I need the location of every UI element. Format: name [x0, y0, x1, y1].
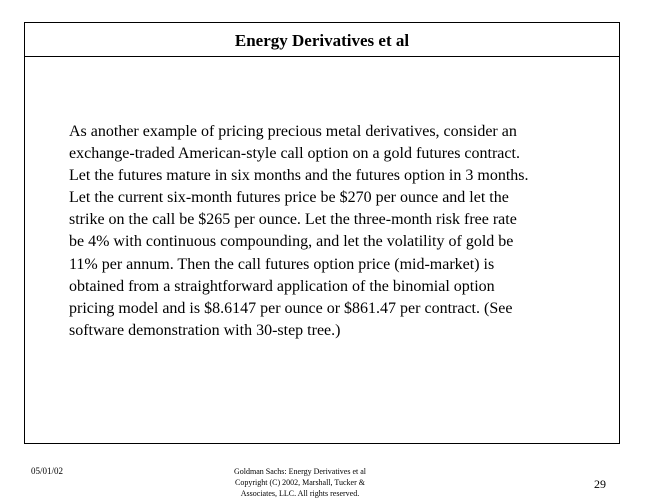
body-line: obtained from a straightforward application of the binomial option	[69, 277, 495, 295]
body-line: software demonstration with 30-step tree.)	[69, 321, 341, 339]
body-line: As another example of pricing precious metal derivatives, consider an	[69, 123, 517, 140]
body-line: 11% per annum. Then the call futures option price (mid-market) is	[69, 255, 495, 273]
footer-copyright-line: Goldman Sachs: Energy Derivatives et al	[233, 467, 367, 476]
footer-copyright-line: Copyright (C) 2002, Marshall, Tucker &	[235, 478, 365, 487]
footer-copyright	[210, 466, 390, 499]
body-line: exchange-traded American-style call option on a gold futures contract.	[69, 145, 520, 163]
slide-frame	[24, 22, 620, 444]
body-line: Let the futures mature in six months and the futures option in 3 months.	[69, 167, 529, 185]
body-line: Let the current six-month futures price be $270 per ounce and let the	[69, 189, 509, 207]
body-line: be 4% with continuous compounding, and let the volatility of gold be	[69, 233, 514, 251]
title-divider	[25, 56, 619, 57]
page-number: 29	[594, 477, 606, 491]
body-line: pricing model and is $8.6147 per ounce or $861.47 per contract. (See	[69, 299, 513, 317]
footer-date: 05/01/02	[31, 466, 64, 476]
slide-title: Energy Derivatives et al	[234, 31, 410, 50]
slide-body	[69, 121, 609, 342]
body-line: strike on the call be $265 per ounce. Let the three-month risk free rate	[69, 211, 517, 229]
footer-copyright-line: Associates, LLC. All rights reserved.	[240, 489, 360, 498]
